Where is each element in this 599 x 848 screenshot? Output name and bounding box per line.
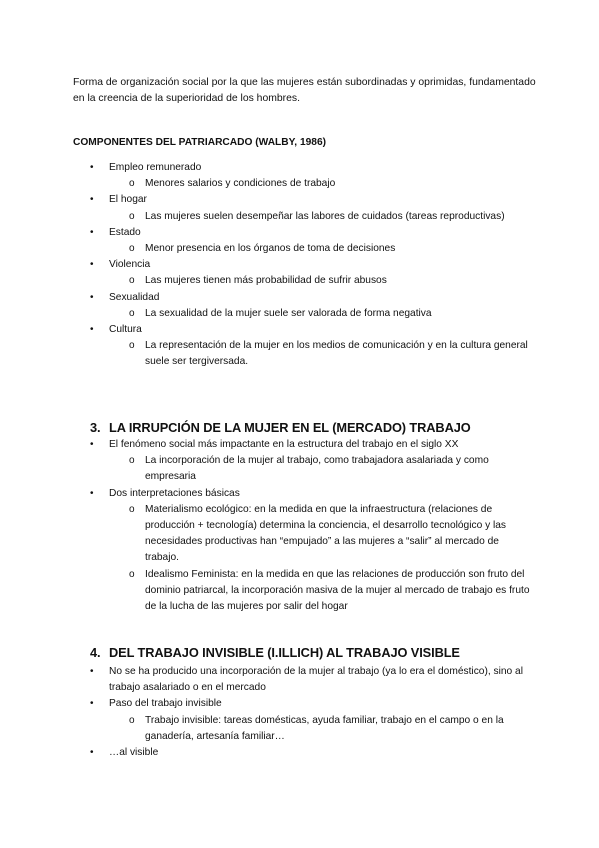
circle-bullet-icon: o: [129, 178, 135, 190]
bullet-icon: •: [90, 487, 94, 499]
list-item: [0, 664, 599, 696]
circle-bullet-icon: o: [129, 243, 135, 255]
bullet-icon: •: [90, 291, 94, 303]
section-4-number: 4.: [90, 645, 101, 660]
list-item-text: El fenómeno social más impactante en la estructura del trabajo en el siglo XX: [109, 439, 459, 450]
list-item-text: Paso del trabajo invisible: [109, 698, 222, 710]
list-item: [0, 160, 599, 192]
bullet-icon: •: [90, 194, 94, 206]
list-item: [0, 322, 599, 371]
list-item-text: Estado: [109, 226, 141, 238]
sub-list-item: [0, 713, 599, 745]
sub-list-item: [0, 338, 599, 370]
sub-list-item-text: Menores salarios y condiciones de trabajo: [145, 178, 336, 190]
sub-list: [0, 273, 599, 289]
sub-list-item-text: Materialismo ecológico: en la medida en que la infraestructura (relaciones de producción + tecnología) determina la conciencia, el desarrollo tecnológico y las necesidades productivas han “empujado” a las mujeres a “salir” al mercado de trabajo.: [145, 503, 507, 564]
sub-list-item: [0, 306, 599, 322]
list-item: [0, 745, 599, 761]
section-3-title: LA IRRUPCIÓN DE LA MUJER EN EL (MERCADO) TRABAJO: [109, 420, 471, 435]
sub-list-item-text: La sexualidad de la mujer suele ser valorada de forma negativa: [145, 307, 432, 319]
list-item: [0, 225, 599, 257]
sub-list-item: [0, 241, 599, 257]
sub-list-item-text: Las mujeres tienen más probabilidad de sufrir abusos: [145, 275, 387, 287]
bullet-icon: •: [90, 259, 94, 271]
list-item: [0, 290, 599, 322]
sub-list-item: [0, 567, 599, 616]
list-item-text: Cultura: [109, 324, 142, 336]
section-4-heading: [90, 645, 460, 660]
sub-list-item: [0, 502, 599, 567]
circle-bullet-icon: o: [129, 275, 135, 287]
section-3-list: [0, 437, 599, 615]
list-item: [0, 486, 599, 616]
circle-bullet-icon: o: [129, 503, 135, 515]
sub-list-item: [0, 176, 599, 192]
bullet-icon: •: [90, 226, 94, 238]
sub-list: [0, 176, 599, 192]
bullet-icon: •: [90, 324, 94, 336]
circle-bullet-icon: o: [129, 455, 135, 467]
sub-list-item-text: La representación de la mujer en los medios de comunicación y en la cultura general suele ser tergiversada.: [145, 340, 528, 368]
bullet-icon: •: [90, 698, 94, 710]
sub-list-item: [0, 453, 599, 485]
list-item-text: Empleo remunerado: [109, 162, 202, 173]
section-3-number: 3.: [90, 420, 101, 435]
sub-list-item-text: Menor presencia en los órganos de toma de decisiones: [145, 243, 396, 255]
circle-bullet-icon: o: [129, 307, 135, 319]
sub-list: [0, 713, 599, 745]
components-heading: COMPONENTES DEL PATRIARCADO (WALBY, 1986): [73, 137, 327, 148]
bullet-icon: •: [90, 162, 94, 173]
sub-list-item-text: La incorporación de la mujer al trabajo, como trabajadora asalariada y como empresaria: [145, 455, 489, 483]
list-item: [0, 192, 599, 224]
sub-list: [0, 502, 599, 615]
section-3-heading: [90, 420, 471, 435]
section-4-title: DEL TRABAJO INVISIBLE (I.ILLICH) AL TRABAJO VISIBLE: [109, 645, 460, 660]
list-item-text: Sexualidad: [109, 291, 160, 303]
sub-list-item-text: Idealismo Feminista: en la medida en que las relaciones de producción son fruto del dominio patriarcal, la incorporación masiva de la mujer al mercado de trabajo es fruto de la lucha de las mujeres por salir del hogar: [145, 568, 530, 613]
bullet-icon: •: [90, 439, 94, 450]
circle-bullet-icon: o: [129, 568, 135, 580]
sub-list: [0, 453, 599, 485]
sub-list-item: [0, 273, 599, 289]
sub-list-item: [0, 209, 599, 225]
sub-list: [0, 306, 599, 322]
circle-bullet-icon: o: [129, 210, 135, 222]
components-list: [0, 160, 599, 371]
list-item: [0, 257, 599, 289]
sub-list: [0, 338, 599, 370]
bullet-icon: •: [90, 666, 94, 677]
section-4-list: [0, 664, 599, 761]
circle-bullet-icon: o: [129, 714, 135, 726]
sub-list-item-text: Las mujeres suelen desempeñar las labores de cuidados (tareas reproductivas): [145, 210, 505, 222]
list-item-text: …al visible: [109, 747, 159, 759]
list-item-text: El hogar: [109, 194, 147, 206]
sub-list-item-text: Trabajo invisible: tareas domésticas, ayuda familiar, trabajo en el campo o en la ganadería, artesanía familiar…: [145, 714, 504, 742]
list-item-text: No se ha producido una incorporación de la mujer al trabajo (ya lo era el doméstico), sino al trabajo asalariado o en el mercado: [109, 666, 523, 694]
list-item-text: Violencia: [109, 259, 151, 271]
circle-bullet-icon: o: [129, 340, 135, 352]
list-item: [0, 696, 599, 745]
sub-list: [0, 209, 599, 225]
list-item: [0, 437, 599, 486]
list-item-text: Dos interpretaciones básicas: [109, 487, 240, 499]
sub-list: [0, 241, 599, 257]
intro-paragraph: Forma de organización social por la que las mujeres están subordinadas y oprimidas, fundamentado en la creencia de la superioridad de los hombres.: [73, 77, 536, 104]
bullet-icon: •: [90, 747, 94, 759]
